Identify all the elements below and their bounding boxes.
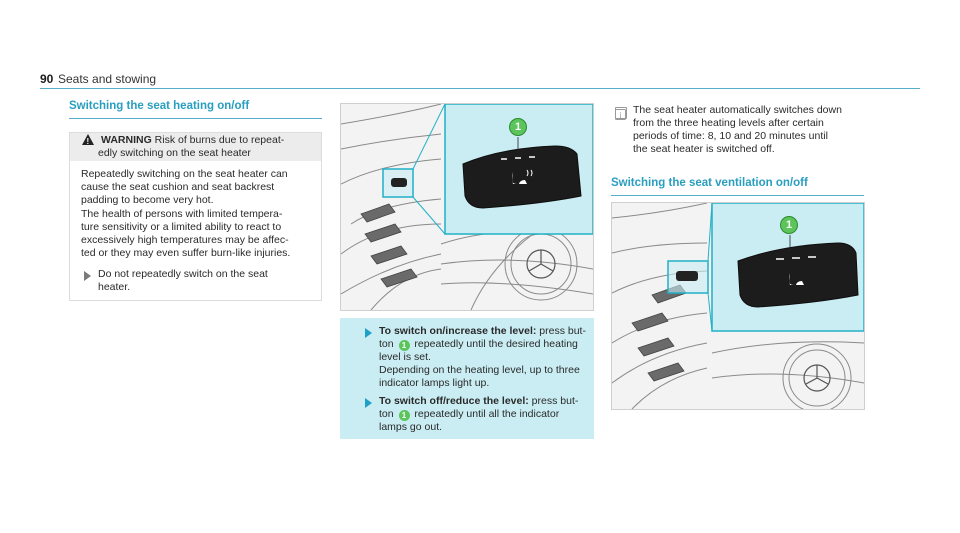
button-number-badge: 1 — [399, 410, 410, 421]
step-2-text: repeatedly until all the indicator — [411, 408, 560, 420]
warning-text: Risk of burns due to repeat- — [154, 134, 285, 146]
step-2-line — [379, 408, 559, 421]
step-2-label: To switch off/reduce the level: — [379, 395, 529, 407]
warning-title-line — [82, 134, 284, 147]
heating-heading: Switching the seat heating on/off — [69, 100, 250, 112]
warning-text: edly switching on the seat heater — [98, 147, 251, 159]
page-number: 90 — [40, 72, 54, 86]
step-1-text: press but- — [536, 325, 586, 337]
warning-text: excessively high temperatures may be affec- — [81, 234, 289, 246]
step-2-text: ton — [379, 408, 397, 420]
seat-ventilation-figure — [611, 202, 865, 410]
button-number-badge: 1 — [399, 340, 410, 351]
warning-text: ted or they may even suffer burn-like injuries. — [81, 247, 291, 259]
step-1-text: Depending on the heating level, up to three — [379, 364, 580, 376]
callout-heating-1: 1 — [509, 118, 527, 136]
step-1-text: repeatedly until the desired heating — [411, 338, 578, 350]
step-2-line — [379, 395, 578, 408]
info-icon — [615, 107, 626, 118]
step-arrow-icon — [365, 398, 372, 408]
step-2-text: lamps go out. — [379, 421, 443, 433]
steps-block — [340, 318, 594, 439]
warning-text: padding to become very hot. — [81, 194, 214, 206]
note-text: the seat heater is switched off. — [633, 143, 775, 155]
heading-underline — [611, 195, 864, 196]
svg-text:i: i — [619, 110, 622, 120]
step-2-text: press but- — [528, 395, 579, 407]
step-1-text: indicator lamps light up. — [379, 377, 490, 389]
note-text: The seat heater automatically switches down — [633, 104, 842, 116]
step-1-line — [379, 338, 578, 351]
header-rule — [40, 88, 920, 89]
note-text: from the three heating levels after certain — [633, 117, 824, 129]
warning-label: WARNING — [101, 134, 152, 146]
warning-box — [69, 132, 322, 301]
step-1-label: To switch on/increase the level: — [379, 325, 537, 337]
instruction-arrow-icon — [84, 271, 91, 281]
warning-text: Repeatedly switching on the seat heater can — [81, 168, 288, 180]
step-arrow-icon — [365, 328, 372, 338]
warning-text: ture sensitivity or a limited ability to react to — [81, 221, 282, 233]
seat-heating-figure — [340, 103, 594, 311]
note-text: periods of time: 8, 10 and 20 minutes until — [633, 130, 828, 142]
warning-text: cause the seat cushion and seat backrest — [81, 181, 275, 193]
step-1-text: level is set. — [379, 351, 431, 363]
callout-ventilation-1: 1 — [780, 216, 798, 234]
instruction-text: Do not repeatedly switch on the seat — [98, 268, 268, 280]
heading-underline — [69, 118, 322, 119]
warning-icon — [82, 134, 94, 145]
instruction-text: heater. — [98, 281, 131, 293]
ventilation-heading: Switching the seat ventilation on/off — [611, 177, 808, 189]
step-1-line — [379, 325, 586, 338]
warning-text: The health of persons with limited tempera- — [81, 208, 283, 220]
step-1-text: ton — [379, 338, 397, 350]
section-title: Seats and stowing — [58, 72, 157, 86]
